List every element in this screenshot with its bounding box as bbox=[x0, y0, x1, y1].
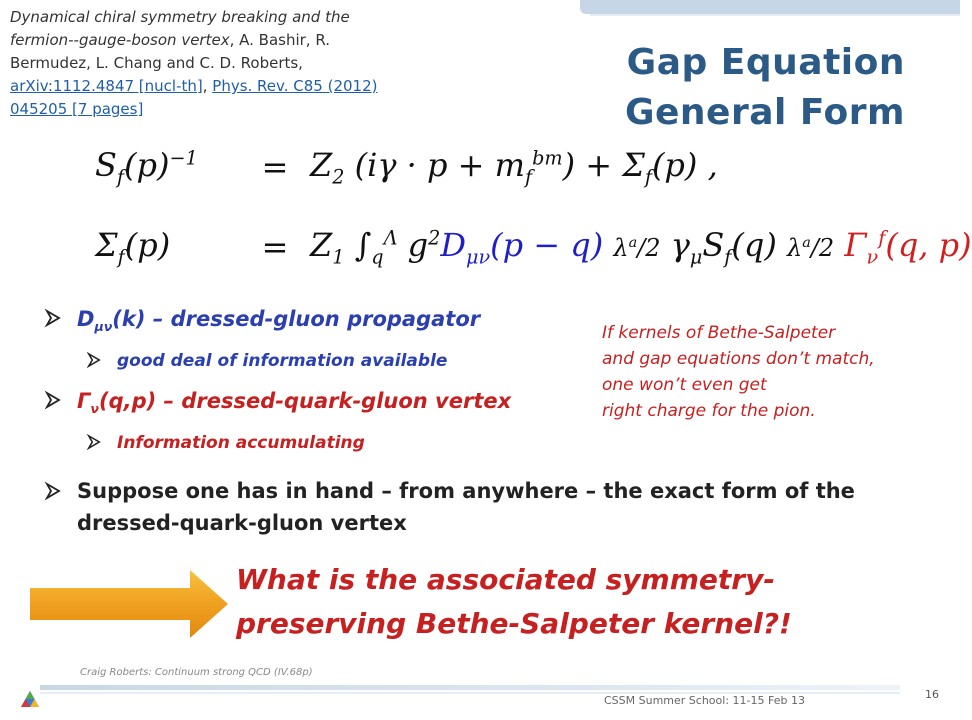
note-line: If kernels of Bethe-Salpeter bbox=[602, 323, 836, 343]
slide-title-line1: Gap Equation bbox=[626, 42, 905, 83]
footer-credit: Craig Roberts: Continuum strong QCD (IV.68p) bbox=[80, 667, 313, 678]
bullet-list bbox=[45, 305, 605, 469]
lab-logo-icon bbox=[20, 690, 40, 710]
slide-title bbox=[600, 38, 905, 138]
equation-1 bbox=[95, 146, 718, 188]
subbullet-accumulating bbox=[87, 431, 605, 455]
bullet-text: (q,p) – dressed-quark-gluon vertex bbox=[98, 389, 512, 414]
reference-title: Dynamical chiral symmetry breaking and the fermion--gauge-boson vertex bbox=[10, 8, 350, 49]
question-line1: What is the associated symmetry- bbox=[236, 563, 775, 596]
equation-2-rhs: $Z_1$ $\int_q^\Lambda$ $g^2D_{\mu\nu}(p - q)$ $\lambda^a/2$ $\gamma_\mu S_f(q)$ $\lambda^a/2$ $\Gamma_\nu^f(q$, p) bbox=[310, 226, 972, 269]
equation-1-lhs: $S_f(p)^{-1}$ bbox=[95, 146, 198, 189]
subbullet-information bbox=[87, 349, 605, 373]
equation-1-equals: = bbox=[261, 148, 289, 187]
slide-title-line2: General Form bbox=[624, 92, 905, 133]
bullet-text: Suppose one has in hand – from anywhere – the exact form of the dressed-quark-gluon vertex bbox=[77, 479, 855, 535]
bullet-text: (k) – dressed-gluon propagator bbox=[112, 307, 481, 331]
arrow-bullet-icon bbox=[45, 392, 61, 408]
page-number: 16 bbox=[925, 688, 939, 701]
equation-2-lhs: $\Sigma_f(p)$ bbox=[95, 226, 171, 269]
reference-authors: , A. Bashir, R. Bermudez, L. Chang and C. D. Roberts, bbox=[10, 31, 330, 72]
bullet-quark-gluon-vertex bbox=[45, 387, 605, 423]
arrow-bullet-icon bbox=[45, 310, 61, 326]
bullet-subscript: ν bbox=[90, 401, 99, 417]
equation-1-rhs: $Z_2$ $(i\gamma \cdot p + m_f^{bm}) + \Sigma_f(p)$ , bbox=[310, 146, 718, 189]
bullet-text: good deal of information available bbox=[117, 351, 448, 372]
equation-2 bbox=[95, 226, 972, 268]
side-note bbox=[602, 320, 957, 424]
gap-equations bbox=[95, 140, 972, 310]
arxiv-link[interactable]: arXiv:1112.4847 [nucl-th] bbox=[10, 77, 203, 95]
bullet-symbol: D bbox=[77, 307, 95, 331]
reference-separator: , bbox=[202, 77, 213, 95]
bullet-gluon-propagator bbox=[45, 305, 605, 341]
equation-2-equals: = bbox=[261, 228, 289, 267]
footer-conference: CSSM Summer School: 11-15 Feb 13 bbox=[604, 694, 805, 707]
bullet-suppose bbox=[45, 475, 857, 539]
top-decor-line bbox=[590, 14, 960, 16]
arrow-bullet-icon bbox=[87, 435, 101, 449]
journal-link[interactable]: Phys. Rev. C85 (2012) 045205 [7 pages] bbox=[10, 77, 378, 118]
arrow-bullet-icon bbox=[45, 483, 61, 499]
footer-decor-band bbox=[40, 685, 900, 690]
note-line: one won’t even get bbox=[602, 375, 767, 395]
note-line: and gap equations don’t match, bbox=[602, 349, 875, 369]
arrow-bullet-icon bbox=[87, 353, 101, 367]
bullet-symbol: Γ bbox=[77, 389, 91, 414]
note-line: right charge for the pion. bbox=[602, 401, 816, 421]
top-decor-band bbox=[580, 0, 960, 14]
bullet-text: Information accumulating bbox=[117, 433, 365, 454]
question-line2: preserving Bethe-Salpeter kernel?! bbox=[236, 607, 792, 640]
right-arrow-icon bbox=[30, 570, 230, 638]
bullet-subscript: μν bbox=[94, 319, 113, 335]
key-question bbox=[236, 558, 836, 646]
reference-citation bbox=[10, 6, 410, 121]
